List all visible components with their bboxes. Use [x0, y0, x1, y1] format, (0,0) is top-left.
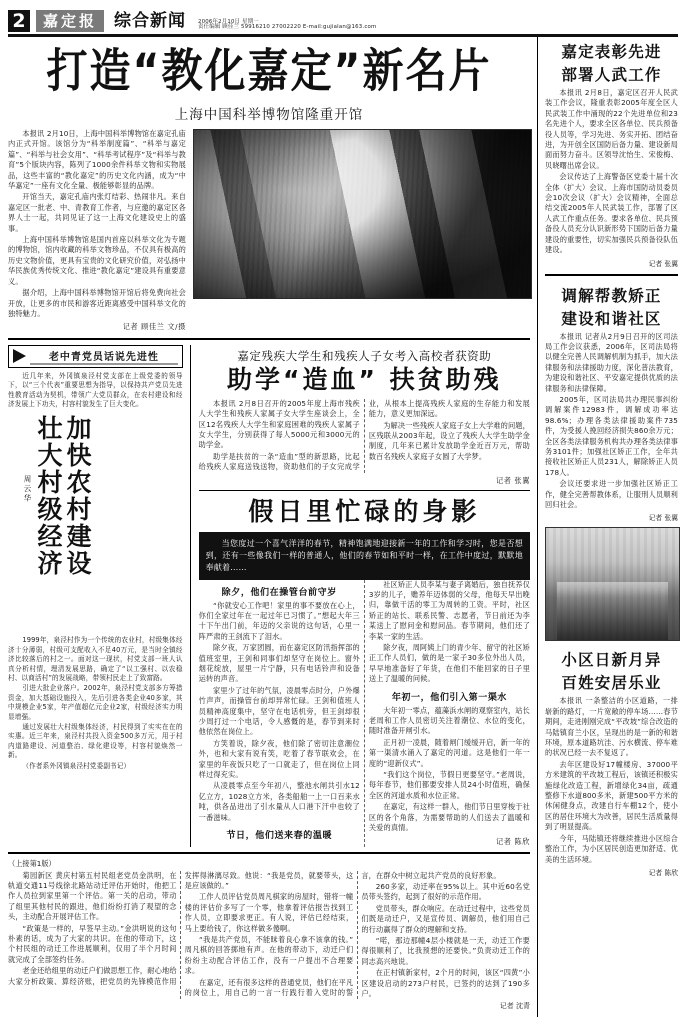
paragraph: （作者系外冈镇泉泾村党委副书记） — [22, 761, 131, 770]
holiday-body-3b — [369, 802, 530, 833]
masthead-date: 2006年2月10日 星期一 — [198, 18, 259, 25]
continuation-byline: 记者 沈青 — [499, 1002, 530, 1011]
holiday-body-4 — [199, 739, 360, 823]
mid-section — [8, 345, 530, 847]
aid-article-body — [199, 399, 530, 473]
aid-article-kicker: 嘉定残疾大学生和残疾人子女考入高校者获资助 — [237, 348, 492, 363]
triangle-icon — [13, 349, 26, 363]
paragraph: “我是共产党员，不能昧着良心拿不该拿的钱。”周凡棋的回答掷地有声。在他的带动下，动迁户们纷纷主动配合评估工作，没有一户提出不合理要求。 — [184, 934, 354, 976]
paragraph: 当您度过一个喜气洋洋的春节，精神饱满地迎接新一年的工作和学习时，您是否想到，还有一些像我们一样的普通人，他们的春节如和平时一样，在工作中度过，默默地奉献着…… — [205, 538, 523, 572]
opinion-body — [8, 636, 183, 771]
opinion-byline: 周云华 — [23, 475, 32, 504]
paragraph: 为解决一些残疾人家庭子女上大学难的问题，区残联从2003年起，设立了残疾人大学生助学金制度，几年来已累计发放助学金近百万元，帮助数百名残疾人家庭子女圆了大学梦。 — [368, 420, 530, 461]
paragraph: 去年区建设好17幢楼房、37000平方米建筑的平改坡工程后，该镇还积极实施绿化改造工程，新增绿化34亩，疏通整修下水道800多米，新建500平方米的休闲健身点，改建自行车棚12个，使小区的居住环境大为改善，居民生活质量得到了明显提高。 — [545, 759, 678, 832]
opinion-banner-label: 老中青党员话说先进性 — [30, 348, 178, 365]
rail-body-1 — [545, 88, 678, 256]
paragraph: 大年初一零点，蕴藻浜水闸的观察室内，站长老周和工作人员密切关注着潮位、水位的变化，随时准备开闸引水。 — [368, 705, 530, 736]
paragraph: 通过发展壮大村级集体经济，村民得到了实实在在的实惠。近三年来，泉泾村共投入资金500多万元，用于村内道路建设、河道整治、绿化建设等，村容村貌焕然一新。 — [8, 723, 183, 760]
opinion-headline-line2: 壮大村级经济 — [34, 415, 63, 578]
paragraph: 除夕夜，万家团圆，而在嘉定区防汛指挥部的值班室里，王剑和同事们却坚守在岗位上。窗外烟花绽放，屋里一片宁静，只有电话铃声和设备运转的声音。 — [198, 643, 360, 684]
masthead-meta — [198, 20, 376, 32]
paragraph: 1999年，泉泾村作为一个传统的农业村，村级集体经济十分薄弱，村级可支配收入不足40万元，是当时全镇经济比较落后的村之一。面对这一现状，村党支部一班人认真分析村情，理清发展思路，确定了“以工强村、以农稳村、以商活村”的发展战略，带领村民走上了致富路。 — [8, 636, 183, 682]
paragraph: 近几年来，外冈镇泉泾村党支部在上级党委的领导下，以“三个代表”重要思想为指导，以保持共产党员先进性教育活动为契机，带领广大党员群众，在农村建设和经济发展上下功夫，村容村貌发生了巨大变化。 — [8, 371, 183, 408]
lead-subheadline: 上海中国科举博物馆隆重开馆 — [174, 107, 364, 123]
paragraph: “喏，那边那幢4层小楼就是一天，动迁工作要得很顺利了，比我预想的还要快。”负责动迁工作的同志高兴地说。 — [361, 935, 530, 966]
paragraph: 方笑着说，除夕夜，他们除了密切注意潮位外，也和大家有说有笑，吃着了春节联欢会，在家里的年夜饭只吃了一口就走了，但在岗位上同样过得充实。 — [198, 738, 360, 780]
paragraph: “我们这个岗位，节假日更要坚守。”老周说，每年春节，他们都要安排人员24小时值班，确保全区的河道水质和水位正常。 — [368, 770, 530, 800]
rail-article-2 — [545, 281, 678, 523]
lead-story-text — [8, 129, 186, 333]
holiday-subhead-1: 除夕，他们在操管台前守岁 — [221, 587, 337, 598]
continuation-section — [8, 859, 530, 1012]
divider — [199, 490, 530, 491]
paragraph: 据介绍，上海中国科举博物馆开馆后将免费向社会开放，让更多的市民和游客近距离感受中国科举文化的独特魅力。 — [8, 288, 186, 318]
paragraph: 正月初一凌晨，随着闸门缓缓开启，新一年的第一渠清水涌入了嘉定的河道。这是他们一年一度的“迎新仪式”。 — [368, 737, 530, 768]
holiday-body-1 — [199, 601, 360, 738]
page-body — [8, 37, 678, 1017]
aid-article-byline: 记者 张翼 — [495, 475, 530, 485]
paragraph: 会议还要求进一步加强社区矫正工作，健全完善帮教体系，让服刑人员顺利回归社会。 — [545, 479, 678, 509]
section-name: 综合新闻 — [114, 11, 187, 31]
paragraph: 2005年，区司法局共办理民事纠纷调解案件12983件，调解成功率达98.6%；办理各类法律援助案件735件，为受援人挽回经济损失860余万元；全区各类法律服务机构共办理各类法律事务3101件；加强社区矫正工作，全年共接收社区矫正人员231人，解除矫正人员178人。 — [545, 394, 678, 477]
holiday-subhead-3: 节日，他们送来春的温暖 — [226, 831, 333, 842]
page-number: 2 — [8, 10, 30, 32]
paragraph: 本报讯 2月8日召开的2005年度上海市残疾人大学生和残疾人家属子女大学生座谈会上，全区12名残疾人大学生和家庭困难的残疾人家属子女大学生，分别获得了每人5000元和3000元的助学金。 — [198, 398, 360, 450]
divider — [545, 274, 678, 276]
paragraph: “你就安心工作吧！家里的事不要放在心上，你们全家过年在一起过年已习惯了。”想起大年三十下午出门前，年迈的父亲说的这句话，心里一阵严肃的王剑流下了泪水。 — [198, 600, 360, 641]
holiday-article-lead — [199, 532, 530, 580]
mid-column — [199, 345, 530, 847]
continuation-label: （上接第1版） — [8, 858, 56, 868]
opinion-intro — [8, 372, 183, 410]
paragraph: 本报讯 2月10日，上海中国科举博物馆在嘉定孔庙内正式开馆。该馆分为“科举制度篇”、“科举与嘉定篇”、“科举与社会女用”、“科举考试程序”及“科举与教育”5个版块内容，陈列了1000余件科举文物和实物展品，这些丰富的“教化嘉定”的历史文化内涵，成为“中华嘉定”一座有文化全量、极能够彰显的品牌。 — [8, 129, 186, 191]
paragraph: 260多家，动迁率在95%以上。其中近60名党员带头签约，起到了很好的示范作用。 — [361, 881, 530, 902]
paragraph: 助学是扶贫的一条“造血”型的新思路，比起给残疾人家庭送钱送物，资助他们的子女完成学业，从根本上提高残疾人家庭的生存能力和发展能力，意义更加深远。 — [198, 398, 530, 472]
paragraph: 在嘉定，还有很多这样的普通党员，他们在平凡的岗位上，用自己的一言一行践行着入党时的誓言，在群众中树立起共产党员的良好形象。 — [184, 870, 501, 997]
paragraph: 在正村镇新家村，2个月的时间，该区“四黄”小区建设启动的273户村民，已签约的达到了190多户。 — [361, 968, 530, 998]
opinion-headline-line1: 加快农村建设 — [63, 415, 92, 578]
rail-headline-3b: 百姓安居乐业 — [561, 673, 662, 693]
paragraph: 引进大批企业落户。2002年，泉泾村党支部多方筹措资金，加大基础设施投入，先后引进各类企业40多家，其中规模企业5家，年产值超亿元企业2家，村级经济实力明显增强。 — [8, 684, 183, 721]
holiday-article-headline: 假日里忙碌的身影 — [248, 496, 481, 526]
lead-headline: 打造“教化嘉定”新名片 — [46, 43, 492, 98]
paragraph: 菊园新区 黄庆村第五村民组老党员金洪明，在轨道交通11号线徐北路站动迁评估开始时，他把工作人员拉到家里第一个评估。第一关的启动，带动了组里其他村民的跟进，他们纷纷打消了观望的念头，主动配合开展评估工作。 — [8, 870, 177, 922]
holiday-body-2 — [369, 706, 530, 802]
rail-body-3 — [545, 696, 678, 865]
museum-opening-photo — [193, 129, 532, 299]
lead-byline: 记者 顾佳兰 文/摄 — [122, 322, 186, 332]
paragraph: 会议传达了上海警备区党委十届十次全体（扩大）会议、上海市国防动员委员会10次会议（扩大）会议精神，全面总结交流2005年人民武装工作，部署了区人武工作重点任务。要求各单位、民兵预备役人员充分认识新形势下国防后备力量建设的重要性，切实加强民兵预备役队伍建设。 — [545, 172, 678, 255]
holiday-subhead-2: 年初一，他们引入第一渠水 — [391, 692, 508, 703]
paragraph: 在嘉定，有这样一群人，他们节日里穿梭于社区的各个角落，为需要帮助的人们送去了温暖和关爱的真情。 — [368, 802, 530, 833]
opinion-column — [8, 345, 191, 847]
rail-headline-2b: 建设和谐社区 — [561, 308, 662, 328]
rail-byline-3: 记者 陈欣 — [648, 868, 678, 877]
paragraph: 工作人员评估党员周凡棋家的房屋时，错将一幢楼的评估价多写了一个零，他拿着评估报告找到工作人员，立即要求更正。有人说，评估已经结束，马上要给钱了，你这样做多傻啊。 — [184, 892, 354, 933]
rail-headline-3a: 小区日新月异 — [561, 650, 662, 670]
divider — [8, 852, 530, 854]
lead-photo-column — [193, 129, 530, 333]
divider — [8, 338, 530, 340]
paragraph: “政策是一样的，早签早主动。”金洪明说的这句朴素的话，成为了大家的共识。在他的带动下，这个村民组的动迁工作进展顺利，仅用了半个月时间就完成了全部签约任务。 — [8, 923, 177, 964]
paragraph: 开馆当天，嘉定孔庙内张灯结彩、热闹非凡。来自嘉定区一批老、中、青教育工作者，与应邀的嘉定区各界人士一起，共同见证了这一上海文化建设史上的盛事。 — [8, 192, 186, 233]
rail-byline-1: 记者 张翼 — [648, 259, 678, 268]
paragraph: 本报讯 2月8日，嘉定区召开人民武装工作会议，隆重表彰2005年度全区人民武装工作中涌现的22个先进单位和23名先进个人，要求全区各单位、民兵预备役人员等，学习先进、务实开拓、团结奋进，为开创全区国防后备力量、建设新局面而努力奋斗。区领导沈怡生、宋俊梅、贝晓曙出席会议。 — [545, 88, 678, 170]
rail-byline-2: 记者 张翼 — [648, 514, 678, 523]
holiday-body-3 — [369, 580, 530, 685]
opinion-banner — [8, 345, 183, 368]
vertical-title-block — [22, 415, 183, 630]
masthead-editor: 责任编辑 顾佳兰 59916210 27002220 E-mail:gujialan@163.com — [198, 24, 377, 31]
rail-headline-2a: 调解帮教矫正 — [561, 285, 662, 305]
aid-article-headline: 助学“造血” 扶贫助残 — [227, 364, 502, 394]
paragraph: 老金还给组里的动迁户们做思想工作，耐心地给大家分析政策、算经济账，把党员的先锋模范作用发挥得淋漓尽致。他说：“我是党员，就要带头，这是应该做的。” — [8, 870, 354, 986]
paragraph: 社区矫正人员李某与妻子离婚后，独自抚养仅3岁的儿子，赡养年迈体弱的父母，他每天早出晚归，靠做干活的零工为周转的工资。平时，社区矫正的站长、联系民警、志愿者，节日前还为李某送上了慰问金和慰问品。春节期间，他们还了李某一家的生活。 — [368, 579, 530, 641]
rail-body-2 — [545, 332, 678, 511]
paragraph: 本报讯 一条整洁的小区道路，一排崭新的路灯，一片宽敞的停车场……春节期间，走进刚刚完成“平改坡”综合改造的马陆镇育兰小区，呈现出的是一新的和谐环境，原本道路坑洼、污水横流、停车难的状况已经一去不复返了。 — [545, 696, 678, 758]
holiday-article-byline: 记者 陈欣 — [495, 836, 530, 846]
masthead — [8, 6, 678, 32]
paragraph: 从凌晨零点至今年初八，整池水闸共引水12亿立方，1028立方米，各类船舶一上一口百来水吨，供各品进出了引水量从人口港下汗中也较了一番滋味。 — [198, 781, 360, 822]
paragraph: 党员带头，群众响应。在动迁过程中，这些党员们既是动迁户，又是宣传员、调解员，他们用自己的行动赢得了群众的理解和支持。 — [361, 903, 530, 934]
paragraph: 今年，马陆镇还将继续推进小区综合整治工作，为小区居民创造更加舒适、优美的生活环境。 — [545, 833, 678, 864]
paragraph: 家里少了过年的气氛，凌晨零点时分，户外爆竹声声，而操管台前却异常忙碌。王剑和值班人员精神高度集中，坚守在电话机旁，但王剑却很少周打过一个电话，令人感慨的是，春节到来时他依然在岗位上。 — [198, 685, 360, 737]
paragraph: 除夕夜，周阿姨上门的青少年、留守的社区矫正工作人员们，做的是一家子30多位外出人员，早早地准备好了年货，在他们不能回家的日子里送上了温暖的问候。 — [368, 643, 530, 684]
rail-headline-1b: 部署人武工作 — [561, 65, 662, 84]
residential-street-photo — [545, 527, 680, 641]
continuation-body — [8, 871, 530, 1000]
lead-story — [8, 129, 530, 333]
rail-article-1 — [545, 37, 678, 268]
paragraph: 上海中国科举博物馆是国内首座以科举文化为专题的博物馆，馆内收藏的科举文物珍品，不仅具有极高的历史文物价值，更具有宝贵的文化研究价值，对弘扬中华民族优秀传统文化、推进“教化嘉定”建设具有重要意义。 — [8, 235, 186, 286]
right-rail — [537, 37, 678, 1017]
holiday-article-body — [199, 580, 530, 847]
rail-article-3 — [545, 645, 678, 877]
paper-name: 嘉定报 — [36, 10, 104, 32]
paragraph: 本报讯 记者从2月9日召开的区司法局工作会议获悉，2006年，区司法局将以健全完善人民调解机制为抓手，加大法律服务和法律援助力度，深化普法教育，为建设和谐社区、平安嘉定提供优质的法律服务和法律保障。 — [545, 331, 678, 393]
main-zone — [8, 37, 530, 1017]
rail-headline-1a: 嘉定表彰先进 — [561, 42, 662, 61]
